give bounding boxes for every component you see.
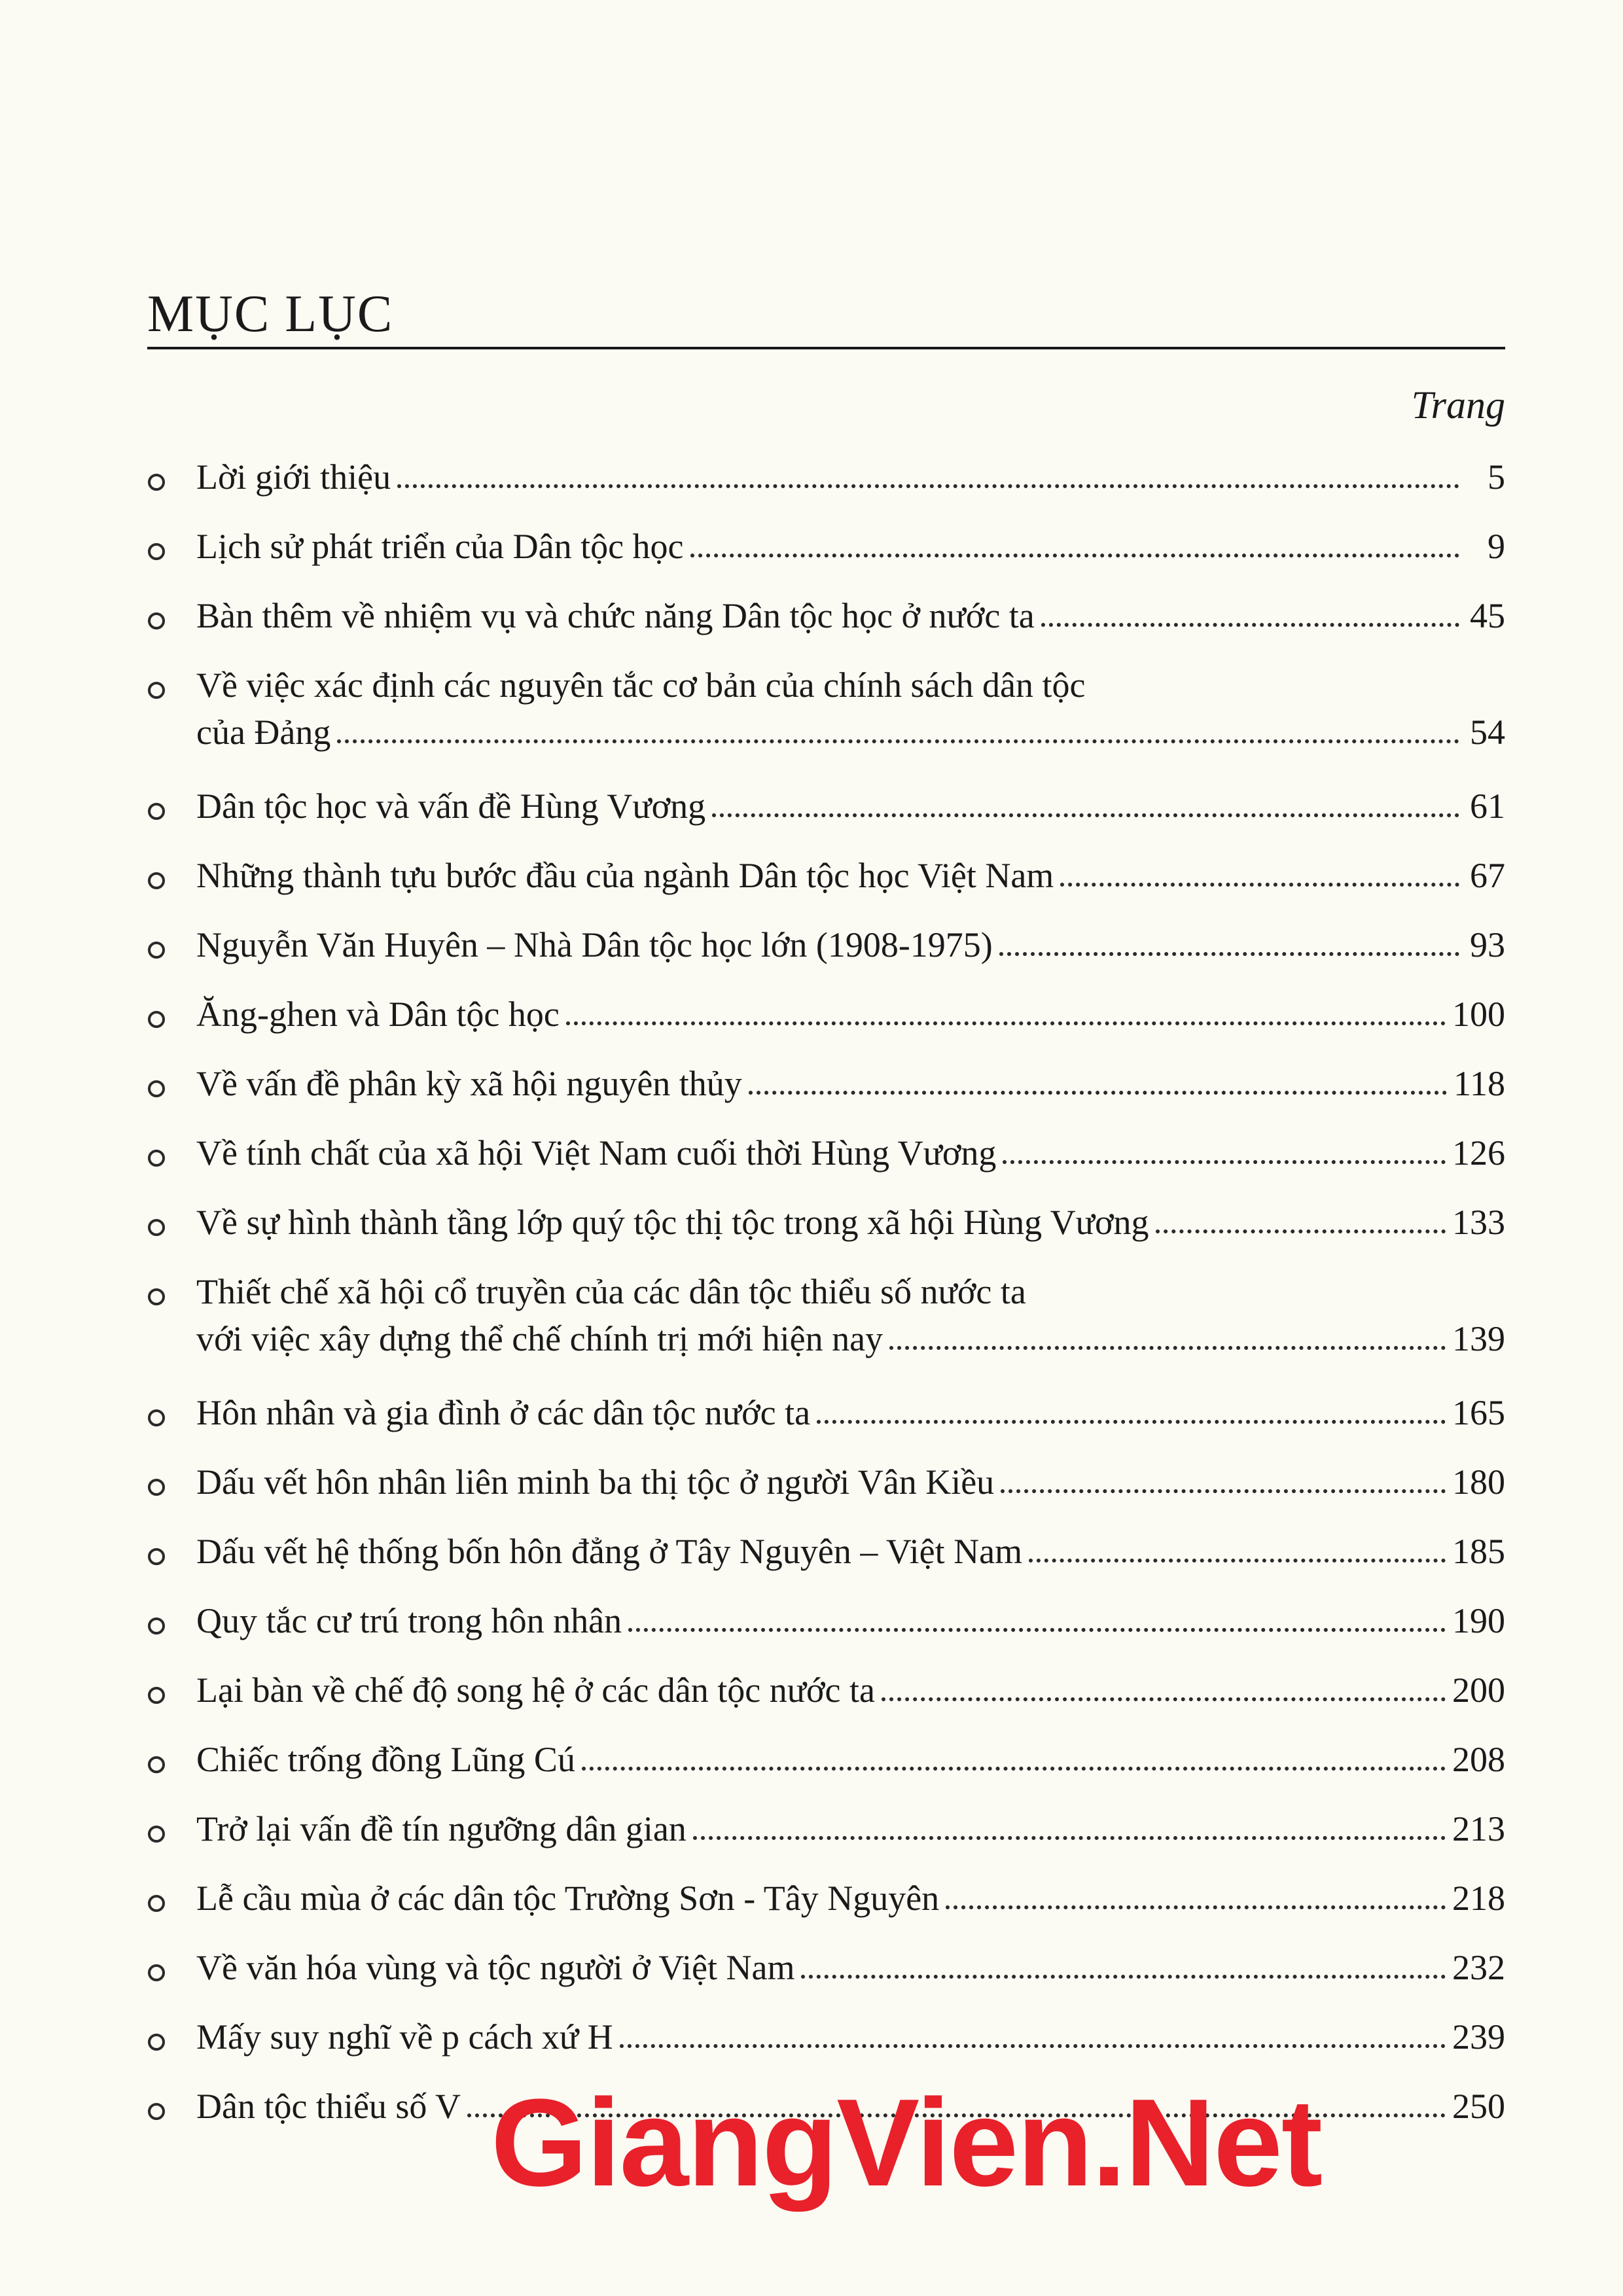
toc-page-number: 232 [1452,1948,1505,1987]
toc-page-number: 190 [1452,1601,1505,1640]
toc-entry[interactable] [144,1873,1505,1942]
toc-entry[interactable] [144,1665,1505,1734]
toc-entry-title: Bàn thêm về nhiệm vụ và chức năng Dân tộc học ở nước ta [196,596,1035,635]
toc-page-number: 185 [1452,1532,1505,1571]
bullet-circle-icon [148,1219,165,1236]
toc-entry[interactable] [144,1942,1505,2011]
dot-leader [712,813,1459,817]
toc-entry-title: Hôn nhân và gia đình ở các dân tộc nước ta [196,1393,811,1432]
toc-page-number: 126 [1452,1133,1505,1173]
bullet-circle-icon [148,1895,165,1912]
toc-page-number: 100 [1452,995,1505,1034]
toc-entry[interactable] [144,590,1505,660]
toc-entry-title: Lại bàn về chế độ song hệ ở các dân tộc nước ta [196,1670,875,1710]
toc-page-number: 54 [1470,713,1505,752]
toc-entry[interactable] [144,1197,1505,1266]
toc-entry[interactable] [144,1387,1505,1457]
toc-page-number: 5 [1488,457,1505,497]
toc-entry-title: Mấy suy nghĩ về p cách xứ H [196,2017,613,2057]
bullet-circle-icon [148,1479,165,1496]
dot-leader [628,1628,1446,1632]
bullet-circle-icon [148,612,165,629]
toc-entry-title: Dân tộc thiểu số V [196,2087,461,2126]
bullet-circle-icon [148,803,165,820]
bullet-circle-icon [148,2034,165,2051]
toc-entry[interactable] [144,1457,1505,1526]
bullet-circle-icon [148,1409,165,1426]
dot-leader [889,1346,1446,1350]
page-column-label: Trang [1411,383,1505,427]
dot-leader [1001,1489,1446,1493]
toc-entry-title: Dân tộc học và vấn đề Hùng Vương [196,786,706,826]
toc-entry[interactable] [144,451,1505,521]
toc-entry[interactable] [144,1127,1505,1197]
bullet-circle-icon [148,1011,165,1028]
toc-page-number: 133 [1452,1203,1505,1242]
toc-entry[interactable] [144,521,1505,590]
toc-entry-title-continued: của Đảng [196,713,331,752]
dot-leader [1003,1160,1446,1164]
toc-entry[interactable] [144,781,1505,850]
title-underline [147,347,1505,349]
bullet-circle-icon [148,1150,165,1167]
dot-leader [1041,623,1459,627]
dot-leader [582,1767,1446,1771]
toc-entry[interactable] [144,989,1505,1058]
dot-leader [1029,1559,1446,1563]
toc-entry-title: Lễ cầu mùa ở các dân tộc Trường Sơn - Tây Nguyên [196,1879,940,1918]
watermark-logo: GiangVien.Net [491,2074,1322,2212]
bullet-circle-icon [148,942,165,959]
bullet-circle-icon [148,1080,165,1097]
bullet-circle-icon [148,682,165,699]
toc-page-number: 165 [1452,1393,1505,1432]
dot-leader [1156,1229,1446,1233]
toc-entry-title: Ăng-ghen và Dân tộc học [196,995,560,1034]
dot-leader [690,554,1459,557]
toc-entry[interactable] [144,1595,1505,1665]
toc-entry-title: Về tính chất của xã hội Việt Nam cuối thời Hùng Vương [196,1133,997,1173]
dot-leader [749,1091,1447,1095]
toc-entry-title: Nguyễn Văn Huyên – Nhà Dân tộc học lớn (1908-1975) [196,925,993,964]
toc-page-number: 9 [1488,527,1505,566]
toc-page-number: 213 [1452,1809,1505,1848]
bullet-circle-icon [148,1288,165,1305]
dot-leader [882,1697,1446,1701]
toc-entry-title: Lời giới thiệu [196,457,391,497]
dot-leader [1060,883,1459,887]
toc-entry-title: Dấu vết hệ thống bốn hôn đẳng ở Tây Nguyên – Việt Nam [196,1532,1023,1571]
toc-page-number: 45 [1470,596,1505,635]
toc-entry-title: Những thành tựu bước đầu của ngành Dân tộc học Việt Nam [196,856,1054,895]
toc-entry-title: Trở lại vấn đề tín ngưỡng dân gian [196,1809,687,1848]
dot-leader [397,484,1459,488]
toc-page-number: 239 [1452,2017,1505,2057]
toc-page-number: 200 [1452,1670,1505,1710]
bullet-circle-icon [148,543,165,560]
dot-leader [999,952,1459,956]
dot-leader [946,1905,1446,1909]
bullet-circle-icon [148,474,165,491]
toc-entry[interactable] [144,850,1505,919]
table-of-contents [144,451,1505,2150]
bullet-circle-icon [148,1964,165,1981]
toc-page-number: 208 [1452,1740,1505,1779]
toc-page-number: 139 [1452,1319,1505,1358]
toc-entry[interactable] [144,2011,1505,2081]
bullet-circle-icon [148,1617,165,1634]
dot-leader [693,1836,1446,1840]
bullet-circle-icon [148,2103,165,2120]
page-title: MỤC LỤC [147,285,394,343]
toc-page-number: 61 [1470,786,1505,826]
toc-entry-title: Chiếc trống đồng Lũng Cú [196,1740,575,1779]
toc-page-number: 118 [1454,1064,1505,1103]
toc-entry-title: Thiết chế xã hội cổ truyền của các dân tộc thiểu số nước ta [196,1272,1026,1311]
toc-entry[interactable] [144,1058,1505,1127]
toc-page-number: 67 [1470,856,1505,895]
bullet-circle-icon [148,1548,165,1565]
toc-entry-title: Về vấn đề phân kỳ xã hội nguyên thủy [196,1064,742,1103]
toc-entry-title: Quy tắc cư trú trong hôn nhân [196,1601,622,1640]
dot-leader [620,2044,1446,2048]
toc-entry-title: Về sự hình thành tầng lớp quý tộc thị tộc trong xã hội Hùng Vương [196,1203,1149,1242]
toc-page-number: 250 [1452,2087,1505,2126]
dot-leader [801,1975,1446,1979]
bullet-circle-icon [148,872,165,889]
toc-entry-title: Lịch sử phát triển của Dân tộc học [196,527,684,566]
toc-page-number: 93 [1470,925,1505,964]
toc-entry-title-continued: với việc xây dựng thể chế chính trị mới hiện nay [196,1319,883,1358]
toc-entry-title: Dấu vết hôn nhân liên minh ba thị tộc ở người Vân Kiều [196,1462,995,1502]
dot-leader [817,1420,1446,1424]
toc-entry-title: Về văn hóa vùng và tộc người ở Việt Nam [196,1948,795,1987]
dot-leader [337,739,1459,743]
toc-entry[interactable] [144,1803,1505,1873]
bullet-circle-icon [148,1756,165,1773]
toc-page-number: 180 [1452,1462,1505,1502]
dot-leader [566,1021,1446,1025]
toc-entry-title: Về việc xác định các nguyên tắc cơ bản của chính sách dân tộc [196,665,1086,705]
toc-entry[interactable] [144,919,1505,989]
toc-entry[interactable] [144,1526,1505,1595]
toc-entry[interactable] [144,660,1505,781]
toc-page-number: 218 [1452,1879,1505,1918]
bullet-circle-icon [148,1687,165,1704]
bullet-circle-icon [148,1826,165,1843]
toc-entry[interactable] [144,1266,1505,1387]
toc-entry[interactable] [144,1734,1505,1803]
